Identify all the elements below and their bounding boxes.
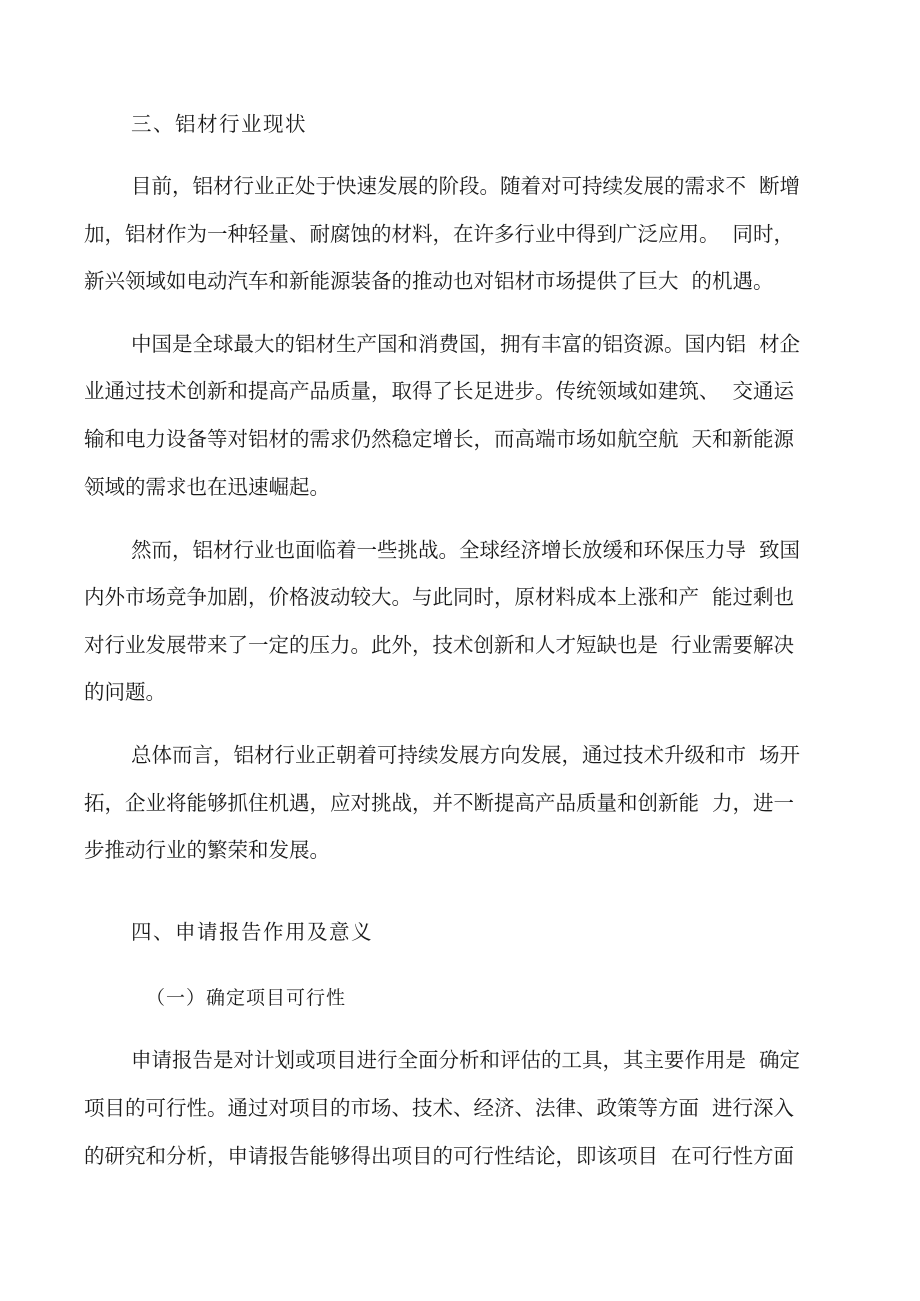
paragraph-line: 项目的可行性。通过对项目的市场、技术、经济、法律、政策等方面 进行深入 bbox=[84, 1096, 795, 1120]
paragraph-line: 对行业发展带来了一定的压力。此外，技术创新和人才短缺也是 行业需要解决 bbox=[84, 633, 795, 657]
paragraph-line: 内外市场竞争加剧，价格波动较大。与此同时，原材料成本上涨和产 能过剩也 bbox=[84, 585, 795, 609]
paragraph-line: 然而，铝材行业也面临着一些挑战。全球经济增长放缓和环保压力导 致国 bbox=[131, 538, 801, 562]
paragraph-line: 业通过技术创新和提高产品质量，取得了长足进步。传统领域如建筑、 交通运 bbox=[84, 379, 795, 403]
paragraph-line: 新兴领域如电动汽车和新能源装备的推动也对铝材市场提供了巨大 的机遇。 bbox=[84, 269, 774, 293]
paragraph-line: 步推动行业的繁荣和发展。 bbox=[84, 838, 330, 862]
paragraph-line: 加，铝材作为一种轻量、耐腐蚀的材料，在许多行业中得到广泛应用。 同时， bbox=[84, 222, 795, 246]
paragraph-line: 拓，企业将能够抓住机遇，应对挑战，并不断提高产品质量和创新能 力，进一 bbox=[84, 791, 795, 815]
paragraph-line: 总体而言，铝材行业正朝着可持续发展方向发展，通过技术升级和市 场开 bbox=[131, 743, 801, 767]
paragraph-line: 的问题。 bbox=[84, 680, 166, 704]
paragraph-line: 中国是全球最大的铝材生产国和消费国，拥有丰富的铝资源。国内铝 材企 bbox=[131, 332, 801, 356]
paragraph-line: 申请报告是对计划或项目进行全面分析和评估的工具，其主要作用是 确定 bbox=[131, 1048, 801, 1072]
paragraph-line: 目前，铝材行业正处于快速发展的阶段。随着对可持续发展的需求不 断增 bbox=[131, 174, 801, 198]
paragraph-line: 输和电力设备等对铝材的需求仍然稳定增长，而高端市场如航空航 天和新能源 bbox=[84, 427, 795, 451]
section-heading: 三、铝材行业现状 bbox=[131, 112, 307, 136]
paragraph-line: 的研究和分析，申请报告能够得出项目的可行性结论，即该项目 在可行性方面 bbox=[84, 1144, 795, 1168]
subsection-heading: （一）确定项目可行性 bbox=[146, 987, 347, 1009]
section-heading: 四、申请报告作用及意义 bbox=[131, 920, 373, 944]
paragraph-line: 领域的需求也在迅速崛起。 bbox=[84, 475, 330, 499]
